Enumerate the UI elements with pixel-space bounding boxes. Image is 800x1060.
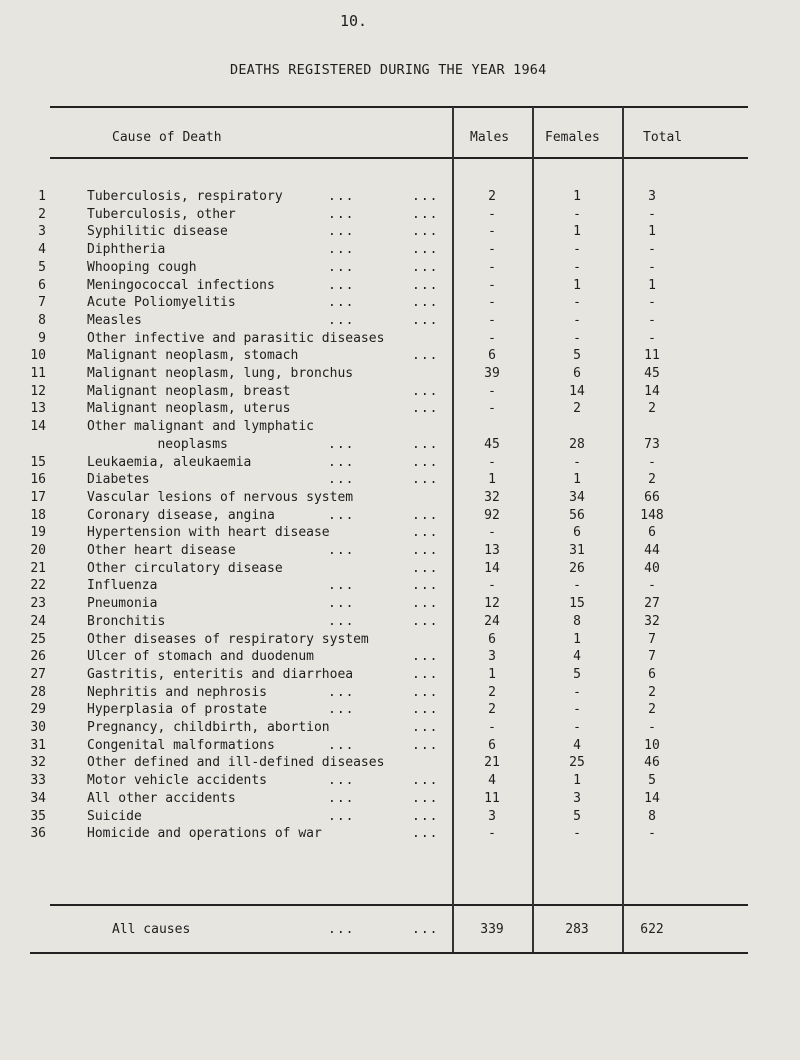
row-number: 10 xyxy=(30,348,46,364)
row-number: 26 xyxy=(30,649,46,665)
row-total: 45 xyxy=(644,366,660,381)
row-dots-2: ... xyxy=(412,507,439,523)
table-row xyxy=(0,330,800,348)
row-males: 6 xyxy=(488,631,496,647)
row-cause: Pregnancy, childbirth, abortion xyxy=(87,720,330,735)
page-number: 10. xyxy=(340,12,368,30)
row-dots-2: ... xyxy=(412,472,439,488)
totals-females: 283 xyxy=(565,922,589,937)
table-row xyxy=(0,294,800,312)
row-number: 17 xyxy=(30,489,46,505)
row-number: 13 xyxy=(30,401,46,417)
row-cause: Malignant neoplasm, lung, bronchus xyxy=(87,366,354,381)
row-females: 6 xyxy=(573,525,581,541)
row-total: - xyxy=(648,330,656,346)
row-females: - xyxy=(573,295,581,311)
row-males: 3 xyxy=(488,649,496,665)
row-dots-1: ... xyxy=(328,578,355,594)
row-dots-1: ... xyxy=(328,773,355,789)
row-cause: Syphilitic disease xyxy=(87,224,228,240)
row-males: 11 xyxy=(484,790,500,806)
header-cause: Cause of Death xyxy=(112,130,222,145)
table-top-rule xyxy=(50,106,748,108)
row-number: 22 xyxy=(30,578,46,594)
row-number: 18 xyxy=(30,507,46,523)
row-females: - xyxy=(573,826,581,842)
row-total: 7 xyxy=(648,649,656,665)
row-females: - xyxy=(573,578,581,594)
table-row xyxy=(0,737,800,755)
row-males: - xyxy=(488,206,496,222)
table-row xyxy=(0,418,800,436)
row-males: 2 xyxy=(488,684,496,700)
row-males: 6 xyxy=(488,737,496,753)
table-row xyxy=(0,383,800,401)
row-females: 14 xyxy=(569,383,585,399)
row-females: - xyxy=(573,720,581,735)
row-dots-2: ... xyxy=(412,808,439,824)
table-row xyxy=(0,595,800,613)
row-total: 2 xyxy=(648,401,656,417)
row-males: 6 xyxy=(488,348,496,364)
table-row xyxy=(0,666,800,684)
row-total: 10 xyxy=(644,737,660,753)
row-dots-1: ... xyxy=(328,472,355,488)
row-cause: Nephritis and nephrosis xyxy=(87,684,268,700)
row-females: 4 xyxy=(573,649,581,665)
row-females: 1 xyxy=(573,631,581,647)
totals-label: All causes xyxy=(112,922,191,937)
row-number: 7 xyxy=(38,295,46,311)
row-total: - xyxy=(648,720,656,735)
table-row xyxy=(0,684,800,702)
table-row xyxy=(0,312,800,330)
row-cause: Malignant neoplasm, stomach xyxy=(87,348,299,364)
row-number: 31 xyxy=(30,737,46,753)
row-females: 25 xyxy=(569,755,585,771)
row-females: - xyxy=(573,259,581,275)
row-dots-2: ... xyxy=(412,401,439,417)
row-males: - xyxy=(488,242,496,258)
table-row xyxy=(0,365,800,383)
row-dots-1: ... xyxy=(328,259,355,275)
row-dots-1: ... xyxy=(328,242,355,258)
row-total: - xyxy=(648,242,656,258)
row-males: 32 xyxy=(484,489,500,505)
row-number: 27 xyxy=(30,666,46,682)
row-dots-2: ... xyxy=(412,206,439,222)
row-males: 1 xyxy=(488,666,496,682)
row-number: 5 xyxy=(38,259,46,275)
row-number: 8 xyxy=(38,312,46,328)
row-dots-2: ... xyxy=(412,560,439,576)
row-males: - xyxy=(488,330,496,346)
table-row xyxy=(0,790,800,808)
row-cause: Congenital malformations xyxy=(87,737,275,753)
table-row xyxy=(0,454,800,472)
totals-dots-1: ... xyxy=(328,922,355,937)
table-row xyxy=(0,206,800,224)
row-cause: Acute Poliomyelitis xyxy=(87,295,236,311)
row-total: 6 xyxy=(648,525,656,541)
row-number: 9 xyxy=(38,330,46,346)
row-females: 15 xyxy=(569,596,585,612)
row-number: 32 xyxy=(30,755,46,771)
row-total: 27 xyxy=(644,596,660,612)
row-cause: Motor vehicle accidents xyxy=(87,773,268,789)
row-number: 28 xyxy=(30,684,46,700)
page-title: DEATHS REGISTERED DURING THE YEAR 1964 xyxy=(230,62,547,78)
table-row xyxy=(0,259,800,277)
row-males: - xyxy=(488,454,496,470)
table-row xyxy=(0,754,800,772)
row-males: - xyxy=(488,295,496,311)
row-cause: Other circulatory disease xyxy=(87,560,283,576)
row-dots-1: ... xyxy=(328,224,355,240)
row-females: 1 xyxy=(573,773,581,789)
row-males: 92 xyxy=(484,507,500,523)
row-cause: Measles xyxy=(87,312,142,328)
table-row xyxy=(0,524,800,542)
table-row xyxy=(0,648,800,666)
row-number: 33 xyxy=(30,773,46,789)
row-cause: Influenza xyxy=(87,578,158,594)
row-dots-2: ... xyxy=(412,436,439,452)
row-females: - xyxy=(573,330,581,346)
row-total: 11 xyxy=(644,348,660,364)
row-females: 5 xyxy=(573,348,581,364)
row-cause: Other infective and parasitic diseases xyxy=(87,330,385,346)
row-males: - xyxy=(488,720,496,735)
row-females: - xyxy=(573,242,581,258)
row-total: 66 xyxy=(644,489,660,505)
row-number: 6 xyxy=(38,277,46,293)
table-row xyxy=(0,223,800,241)
row-cause: Vascular lesions of nervous system xyxy=(87,489,354,505)
row-dots-1: ... xyxy=(328,808,355,824)
table-row xyxy=(0,489,800,507)
row-dots-1: ... xyxy=(328,189,355,204)
table-row xyxy=(0,701,800,719)
row-total: 44 xyxy=(644,543,660,558)
table-row xyxy=(0,772,800,790)
row-males: 39 xyxy=(484,366,500,381)
row-dots-1: ... xyxy=(328,543,355,558)
row-males: - xyxy=(488,826,496,842)
row-dots-2: ... xyxy=(412,242,439,258)
row-number: 2 xyxy=(38,206,46,222)
row-males: - xyxy=(488,224,496,240)
row-females: - xyxy=(573,702,581,718)
row-females: 4 xyxy=(573,737,581,753)
table-row xyxy=(0,507,800,525)
row-dots-2: ... xyxy=(412,578,439,594)
row-cause: Tuberculosis, other xyxy=(87,206,236,222)
row-dots-2: ... xyxy=(412,348,439,364)
row-males: 4 xyxy=(488,773,496,789)
row-males: 2 xyxy=(488,189,496,204)
row-males: 14 xyxy=(484,560,500,576)
row-total: 46 xyxy=(644,755,660,771)
row-females: 1 xyxy=(573,277,581,293)
row-total: - xyxy=(648,295,656,311)
row-males: - xyxy=(488,578,496,594)
row-cause: Other defined and ill-defined diseases xyxy=(87,755,385,771)
row-number: 34 xyxy=(30,790,46,806)
row-cause: Other malignant and lymphatic xyxy=(87,419,314,435)
table-row xyxy=(0,188,800,206)
row-total: 14 xyxy=(644,383,660,399)
row-dots-1: ... xyxy=(328,277,355,293)
header-total: Total xyxy=(643,130,683,145)
row-males: - xyxy=(488,259,496,275)
row-females: 1 xyxy=(573,189,581,204)
row-total: - xyxy=(648,826,656,842)
table-row xyxy=(0,577,800,595)
totals-dots-2: ... xyxy=(412,922,439,937)
row-total: 1 xyxy=(648,224,656,240)
row-number: 4 xyxy=(38,242,46,258)
row-dots-2: ... xyxy=(412,295,439,311)
row-dots-2: ... xyxy=(412,684,439,700)
row-dots-2: ... xyxy=(412,666,439,682)
row-number: 25 xyxy=(30,631,46,647)
row-dots-1: ... xyxy=(328,206,355,222)
row-total: 2 xyxy=(648,684,656,700)
row-dots-2: ... xyxy=(412,790,439,806)
row-dots-2: ... xyxy=(412,596,439,612)
row-females: 8 xyxy=(573,613,581,629)
table-row xyxy=(0,719,800,737)
row-number: 16 xyxy=(30,472,46,488)
row-cause: Coronary disease, angina xyxy=(87,507,275,523)
row-total: - xyxy=(648,578,656,594)
row-cause: Leukaemia, aleukaemia xyxy=(87,454,252,470)
row-number: 30 xyxy=(30,720,46,735)
table-bottom-rule xyxy=(30,952,748,954)
row-dots-1: ... xyxy=(328,596,355,612)
row-total: 32 xyxy=(644,613,660,629)
row-females: 3 xyxy=(573,790,581,806)
row-females: - xyxy=(573,684,581,700)
totals-top-rule xyxy=(50,904,748,906)
row-total: - xyxy=(648,259,656,275)
header-females: Females xyxy=(545,130,600,145)
row-total: 148 xyxy=(640,507,664,523)
table-row xyxy=(0,347,800,365)
row-cause: Malignant neoplasm, uterus xyxy=(87,401,291,417)
row-dots-1: ... xyxy=(328,684,355,700)
row-number: 1 xyxy=(38,189,46,204)
row-dots-1: ... xyxy=(328,454,355,470)
totals-total: 622 xyxy=(640,922,664,937)
row-males: 12 xyxy=(484,596,500,612)
table-row xyxy=(0,631,800,649)
row-total: - xyxy=(648,312,656,328)
row-number: 20 xyxy=(30,543,46,558)
row-cause: Diabetes xyxy=(87,472,150,488)
row-cause: Bronchitis xyxy=(87,613,166,629)
row-number: 29 xyxy=(30,702,46,718)
row-dots-1: ... xyxy=(328,295,355,311)
row-cause: neoplasms xyxy=(87,436,228,452)
row-number: 24 xyxy=(30,613,46,629)
row-cause: Suicide xyxy=(87,808,142,824)
row-dots-2: ... xyxy=(412,543,439,558)
row-females: 5 xyxy=(573,666,581,682)
row-total: 2 xyxy=(648,472,656,488)
row-number: 12 xyxy=(30,383,46,399)
row-females: 26 xyxy=(569,560,585,576)
row-dots-2: ... xyxy=(412,383,439,399)
row-males: - xyxy=(488,383,496,399)
row-dots-2: ... xyxy=(412,277,439,293)
row-males: 24 xyxy=(484,613,500,629)
row-number: 14 xyxy=(30,419,46,435)
row-cause: Meningococcal infections xyxy=(87,277,275,293)
row-dots-2: ... xyxy=(412,525,439,541)
table-row xyxy=(0,808,800,826)
row-females: 34 xyxy=(569,489,585,505)
row-dots-1: ... xyxy=(328,737,355,753)
row-dots-2: ... xyxy=(412,773,439,789)
row-number: 3 xyxy=(38,224,46,240)
row-cause: Hypertension with heart disease xyxy=(87,525,330,541)
row-dots-2: ... xyxy=(412,826,439,842)
row-females: - xyxy=(573,312,581,328)
row-females: 1 xyxy=(573,224,581,240)
table-row xyxy=(0,277,800,295)
header-males: Males xyxy=(470,130,510,145)
row-total: 8 xyxy=(648,808,656,824)
row-total: 73 xyxy=(644,436,660,452)
row-cause: Malignant neoplasm, breast xyxy=(87,383,291,399)
row-males: 2 xyxy=(488,702,496,718)
table-row xyxy=(0,613,800,631)
row-dots-2: ... xyxy=(412,189,439,204)
row-females: 56 xyxy=(569,507,585,523)
row-total: 7 xyxy=(648,631,656,647)
row-males: 1 xyxy=(488,472,496,488)
row-dots-1: ... xyxy=(328,613,355,629)
row-number: 35 xyxy=(30,808,46,824)
row-total: 5 xyxy=(648,773,656,789)
row-cause: Homicide and operations of war xyxy=(87,826,322,842)
row-cause: Whooping cough xyxy=(87,259,197,275)
row-dots-2: ... xyxy=(412,702,439,718)
row-males: - xyxy=(488,401,496,417)
row-cause: Ulcer of stomach and duodenum xyxy=(87,649,314,665)
row-dots-1: ... xyxy=(328,436,355,452)
row-total: - xyxy=(648,454,656,470)
row-dots-2: ... xyxy=(412,259,439,275)
row-total: 1 xyxy=(648,277,656,293)
row-cause: Other heart disease xyxy=(87,543,236,558)
row-total: 14 xyxy=(644,790,660,806)
row-females: 2 xyxy=(573,401,581,417)
row-cause: Hyperplasia of prostate xyxy=(87,702,268,718)
row-total: 40 xyxy=(644,560,660,576)
row-dots-2: ... xyxy=(412,737,439,753)
row-dots-1: ... xyxy=(328,507,355,523)
row-males: 45 xyxy=(484,436,500,452)
row-dots-2: ... xyxy=(412,312,439,328)
row-dots-2: ... xyxy=(412,224,439,240)
table-row xyxy=(0,436,800,454)
row-total: 2 xyxy=(648,702,656,718)
row-males: - xyxy=(488,525,496,541)
table-row xyxy=(0,471,800,489)
row-cause: Gastritis, enteritis and diarrhoea xyxy=(87,666,354,682)
row-number: 23 xyxy=(30,596,46,612)
row-females: 31 xyxy=(569,543,585,558)
row-dots-1: ... xyxy=(328,790,355,806)
row-females: 5 xyxy=(573,808,581,824)
row-females: - xyxy=(573,206,581,222)
row-males: 3 xyxy=(488,808,496,824)
row-cause: All other accidents xyxy=(87,790,236,806)
table-row xyxy=(0,241,800,259)
row-females: 1 xyxy=(573,472,581,488)
row-cause: Pneumonia xyxy=(87,596,158,612)
row-total: 3 xyxy=(648,189,656,204)
row-cause: Tuberculosis, respiratory xyxy=(87,189,283,204)
row-males: 13 xyxy=(484,543,500,558)
row-number: 19 xyxy=(30,525,46,541)
table-row xyxy=(0,560,800,578)
table-row xyxy=(0,542,800,560)
row-dots-1: ... xyxy=(328,312,355,328)
row-males: - xyxy=(488,277,496,293)
row-dots-2: ... xyxy=(412,720,439,735)
table-row xyxy=(0,400,800,418)
row-cause: Diphtheria xyxy=(87,242,166,258)
totals-males: 339 xyxy=(480,922,504,937)
row-females: 6 xyxy=(573,366,581,381)
row-number: 11 xyxy=(30,366,46,381)
row-number: 36 xyxy=(30,826,46,842)
row-females: - xyxy=(573,454,581,470)
row-males: - xyxy=(488,312,496,328)
row-dots-2: ... xyxy=(412,613,439,629)
row-males: 21 xyxy=(484,755,500,771)
row-dots-2: ... xyxy=(412,454,439,470)
row-number: 21 xyxy=(30,560,46,576)
row-number: 15 xyxy=(30,454,46,470)
row-total: 6 xyxy=(648,666,656,682)
row-females: 28 xyxy=(569,436,585,452)
row-total: - xyxy=(648,206,656,222)
row-dots-2: ... xyxy=(412,649,439,665)
row-cause: Other diseases of respiratory system xyxy=(87,631,369,647)
header-bottom-rule xyxy=(50,157,748,159)
table-row xyxy=(0,825,800,843)
row-dots-1: ... xyxy=(328,702,355,718)
